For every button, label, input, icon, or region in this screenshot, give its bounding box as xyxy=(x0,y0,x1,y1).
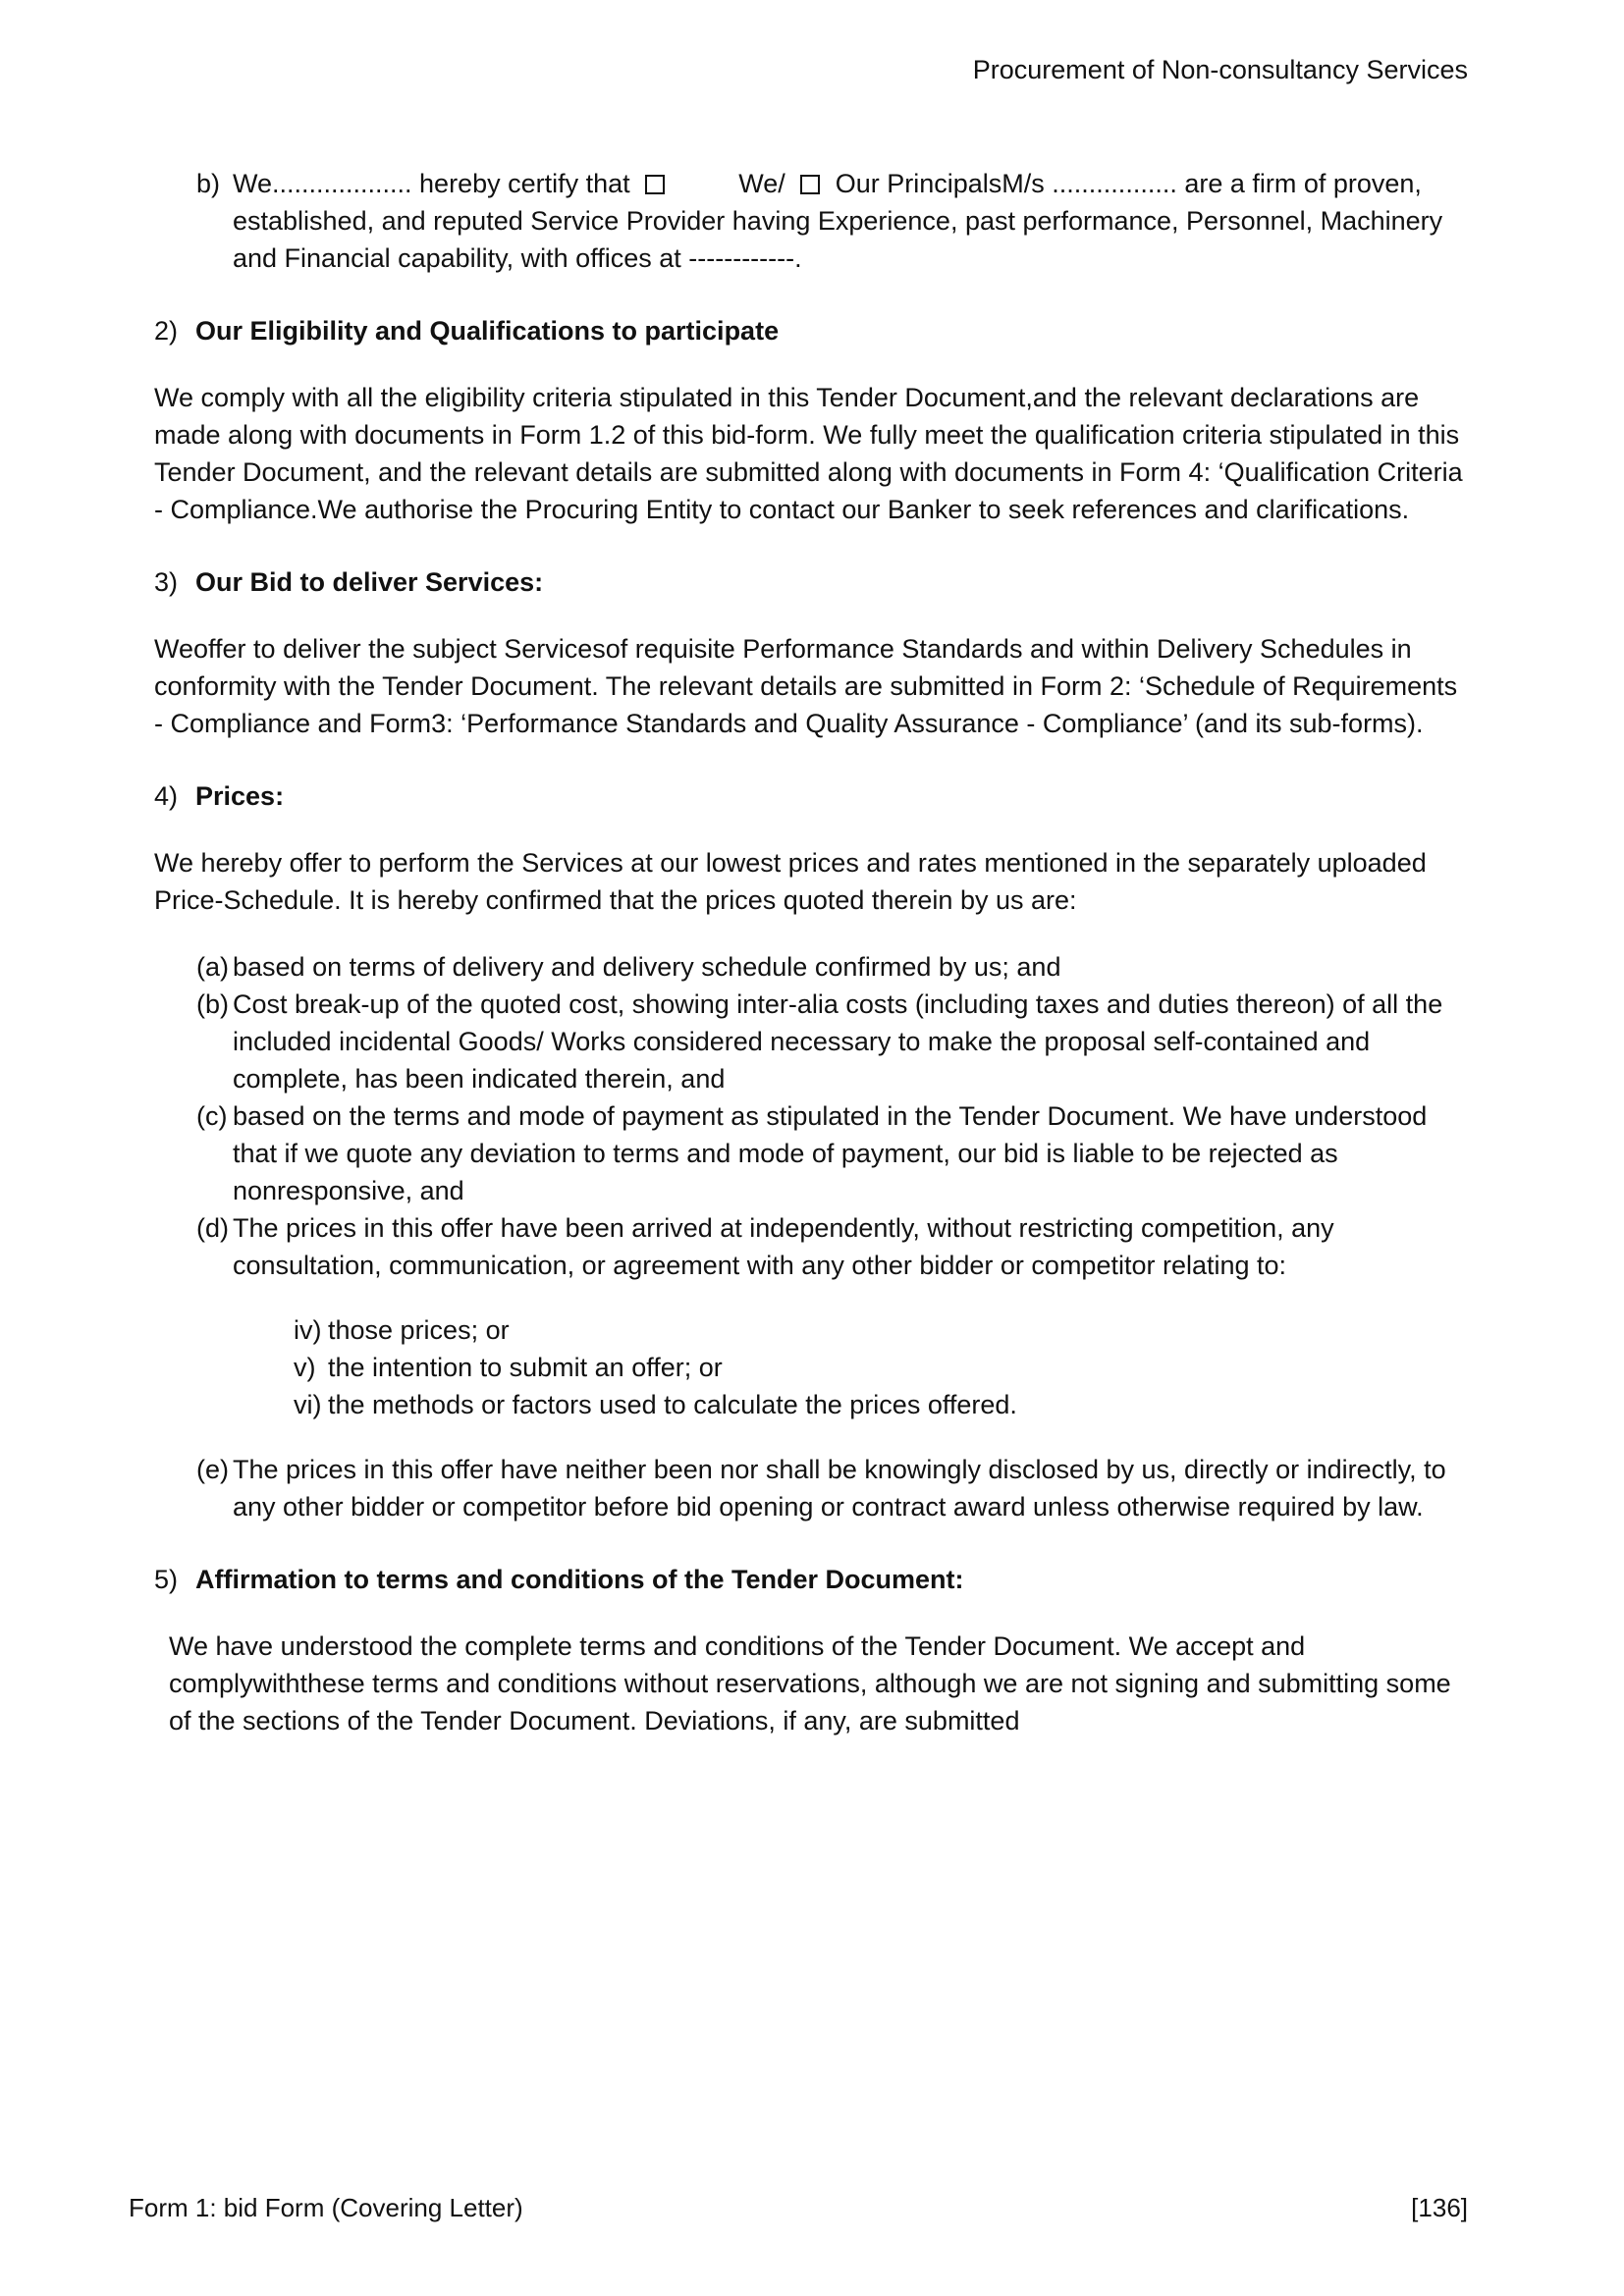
sublist-item-text: the methods or factors used to calculate the prices offered. xyxy=(328,1390,1017,1419)
page-footer xyxy=(129,2189,1468,2226)
section-number: 3) xyxy=(154,567,179,597)
header-title: Procurement of Non-consultancy Services xyxy=(972,55,1468,84)
list-item-text: The prices in this offer have neither been nor shall be knowingly disclosed by us, directly or indirectly, to any other bidder or competitor before bid opening or contract award unless otherwise required by law. xyxy=(233,1455,1446,1522)
list-item-d xyxy=(196,1209,1473,1284)
list-item-e xyxy=(196,1451,1473,1525)
roman-sublist xyxy=(154,1311,1473,1423)
section-heading-3 xyxy=(154,563,1473,601)
section-number: 5) xyxy=(154,1565,179,1594)
sublist-item-text: the intention to submit an offer; or xyxy=(328,1353,723,1382)
section-title: Our Eligibility and Qualifications to participate xyxy=(195,316,780,346)
sublist-item-iv xyxy=(294,1311,1473,1349)
section-number: 2) xyxy=(154,316,179,346)
list-item-text: The prices in this offer have been arrived at independently, without restricting competition, any consultation, communication, or agreement with any other bidder or competitor relating to: xyxy=(233,1213,1334,1280)
sublist-item-text: those prices; or xyxy=(328,1315,510,1345)
list-item-text: Cost break-up of the quoted cost, showing inter-alia costs (including taxes and duties thereon) of all the included incidental Goods/ Works considered necessary to make the proposal self-contained and complete, has been indicated therein, and xyxy=(233,989,1443,1094)
checkbox-icon xyxy=(800,175,820,194)
sublist-item-vi xyxy=(294,1386,1473,1423)
list-marker: (c) xyxy=(196,1101,228,1131)
document-body xyxy=(154,165,1473,1769)
list-marker-b: b) xyxy=(196,169,221,198)
list-marker: iv) xyxy=(294,1315,322,1345)
list-marker: (d) xyxy=(196,1213,229,1243)
section-heading-5 xyxy=(154,1561,1473,1598)
list-marker: (a) xyxy=(196,952,229,982)
checkbox-icon xyxy=(645,175,665,194)
list-marker: (e) xyxy=(196,1455,229,1484)
list-marker: v) xyxy=(294,1353,316,1382)
section-heading-2 xyxy=(154,312,1473,349)
certify-text-lead: We................... hereby certify that xyxy=(233,169,630,198)
sublist-item-v xyxy=(294,1349,1473,1386)
certify-text-we: We/ xyxy=(738,169,785,198)
section-heading-4 xyxy=(154,777,1473,815)
list-item-a xyxy=(196,948,1473,986)
list-item-b2 xyxy=(196,986,1473,1097)
list-item-b-text xyxy=(233,165,1473,277)
list-marker: (b) xyxy=(196,989,229,1019)
paragraph-affirmation: We have understood the complete terms and conditions of the Tender Document. We accept and complywiththese terms and conditions without reservations, although we are not signing and submitting some of the sections of the Tender Document. Deviations, if any, are submitted xyxy=(169,1631,1451,1735)
paragraph-prices-intro: We hereby offer to perform the Services at our lowest prices and rates mentioned in the separately uploaded Price-Schedule. It is hereby confirmed that the prices quoted therein by us are: xyxy=(154,848,1427,915)
certify-text-principals: Our PrincipalsM/s ................. are a firm of proven, established, and reputed Service Provider having Experience, past performance, Personnel, Machinery and Financial capability, with offices at ------------. xyxy=(233,169,1443,273)
footer-form-label: Form 1: bid Form (Covering Letter) xyxy=(129,2193,523,2222)
paragraph-bid-deliver: Weoffer to deliver the subject Servicesof requisite Performance Standards and within Delivery Schedules in conformity with the Tender Document. The relevant details are submitted in Form 2: ‘Schedule of Requirements - Compliance and Form3: ‘Performance Standards and Quality Assurance - Compliance’ (and its sub-forms). xyxy=(154,634,1458,738)
list-item-text: based on terms of delivery and delivery schedule confirmed by us; and xyxy=(233,952,1061,982)
page-header xyxy=(973,51,1468,88)
list-marker: vi) xyxy=(294,1390,322,1419)
footer-page-number: [136] xyxy=(1411,2193,1468,2222)
section-number: 4) xyxy=(154,781,179,811)
section-title: Affirmation to terms and conditions of the Tender Document: xyxy=(195,1565,964,1594)
paragraph-eligibility: We comply with all the eligibility criteria stipulated in this Tender Document,and the relevant declarations are made along with documents in Form 1.2 of this bid-form. We fully meet the qualification criteria stipulated in this Tender Document, and the relevant details are submitted along with documents in Form 4: ‘Qualification Criteria - Compliance.We authorise the Procuring Entity to contact our Banker to seek references and clarifications. xyxy=(154,383,1463,524)
section-title: Our Bid to deliver Services: xyxy=(195,567,544,597)
list-item-b xyxy=(196,165,1473,277)
section-title: Prices: xyxy=(195,781,285,811)
list-item-text: based on the terms and mode of payment as stipulated in the Tender Document. We have understood that if we quote any deviation to terms and mode of payment, our bid is liable to be rejected as nonresponsive, and xyxy=(233,1101,1428,1205)
list-item-c xyxy=(196,1097,1473,1209)
